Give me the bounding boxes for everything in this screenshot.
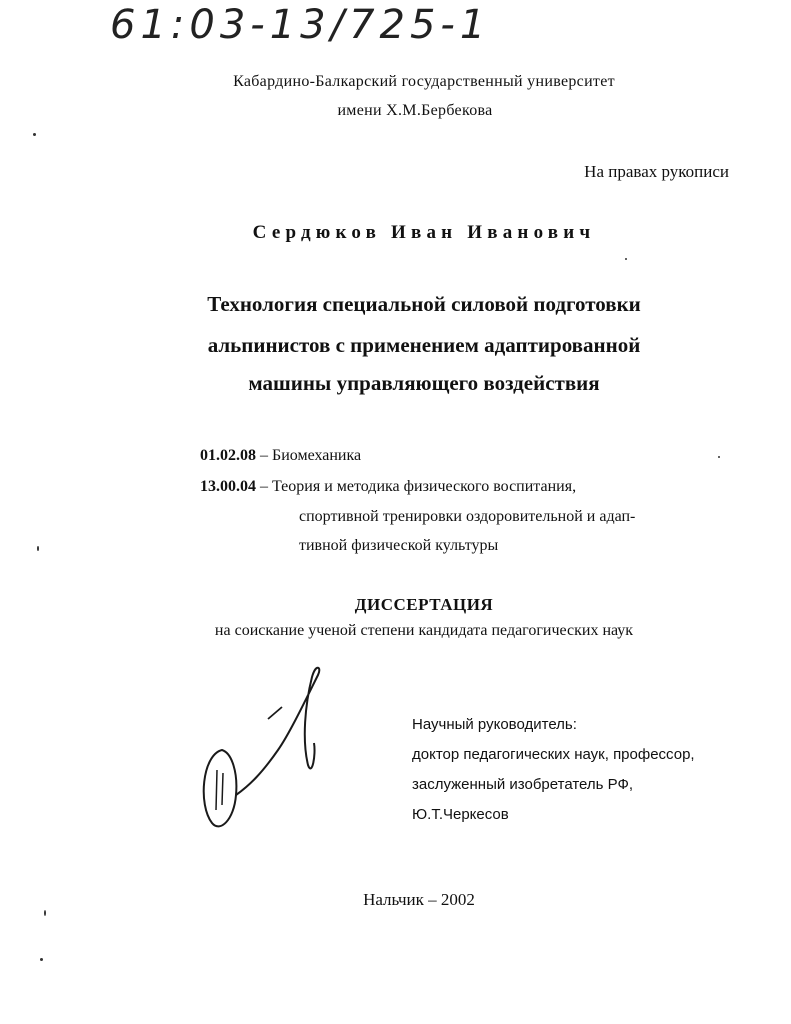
institution-name: Кабардино-Балкарский государственный университет <box>233 73 615 90</box>
dissertation-degree: на соискание ученой степени кандидата педагогических наук <box>214 622 634 639</box>
rights-note: На правах рукописи <box>584 162 729 181</box>
scan-speck <box>625 258 627 260</box>
dissertation-title-line-2: альпинистов с применением адаптированной <box>207 333 641 357</box>
signature-tick <box>268 707 282 719</box>
scan-speck <box>44 910 46 916</box>
supervisor-name: Ю.Т.Черкесов <box>412 806 509 823</box>
specialty-1 <box>200 447 361 465</box>
scan-speck <box>718 456 720 458</box>
scan-speck <box>33 133 36 136</box>
scan-speck <box>40 958 43 961</box>
specialty-1-text: – Биомеханика <box>260 447 362 464</box>
scan-speck <box>37 546 39 551</box>
dissertation-title-line-1: Технология специальной силовой подготовки <box>207 292 641 316</box>
specialty-2-code: 13.00.04 <box>200 478 256 495</box>
specialty-2-continuation-2: тивной физической культуры <box>299 537 499 554</box>
author-name: Сердюков Иван Иванович <box>252 222 596 243</box>
supervisor-heading: Научный руководитель: <box>412 716 577 733</box>
handwritten-catalog-number: 61:03-13/725-1 <box>110 2 491 48</box>
supervisor-title: заслуженный изобретатель РФ, <box>412 776 634 793</box>
specialty-1-code: 01.02.08 <box>200 447 256 464</box>
signature-loop <box>204 750 237 826</box>
signature-stamp <box>190 655 340 835</box>
dissertation-label: ДИССЕРТАЦИЯ <box>354 595 494 614</box>
city-and-year: Нальчик – 2002 <box>363 890 475 909</box>
dissertation-title-line-3: машины управляющего воздействия <box>248 371 600 395</box>
specialty-2-text: – Теория и методика физического воспитания, <box>260 478 577 495</box>
signature-inner-strokes <box>216 770 223 810</box>
institution-named-after: имени Х.М.Бербекова <box>337 102 493 119</box>
specialty-2 <box>200 478 576 496</box>
specialty-2-continuation-1: спортивной тренировки оздоровительной и адап- <box>299 508 636 525</box>
signature-stroke <box>236 668 319 795</box>
supervisor-degree: доктор педагогических наук, профессор, <box>412 746 695 763</box>
